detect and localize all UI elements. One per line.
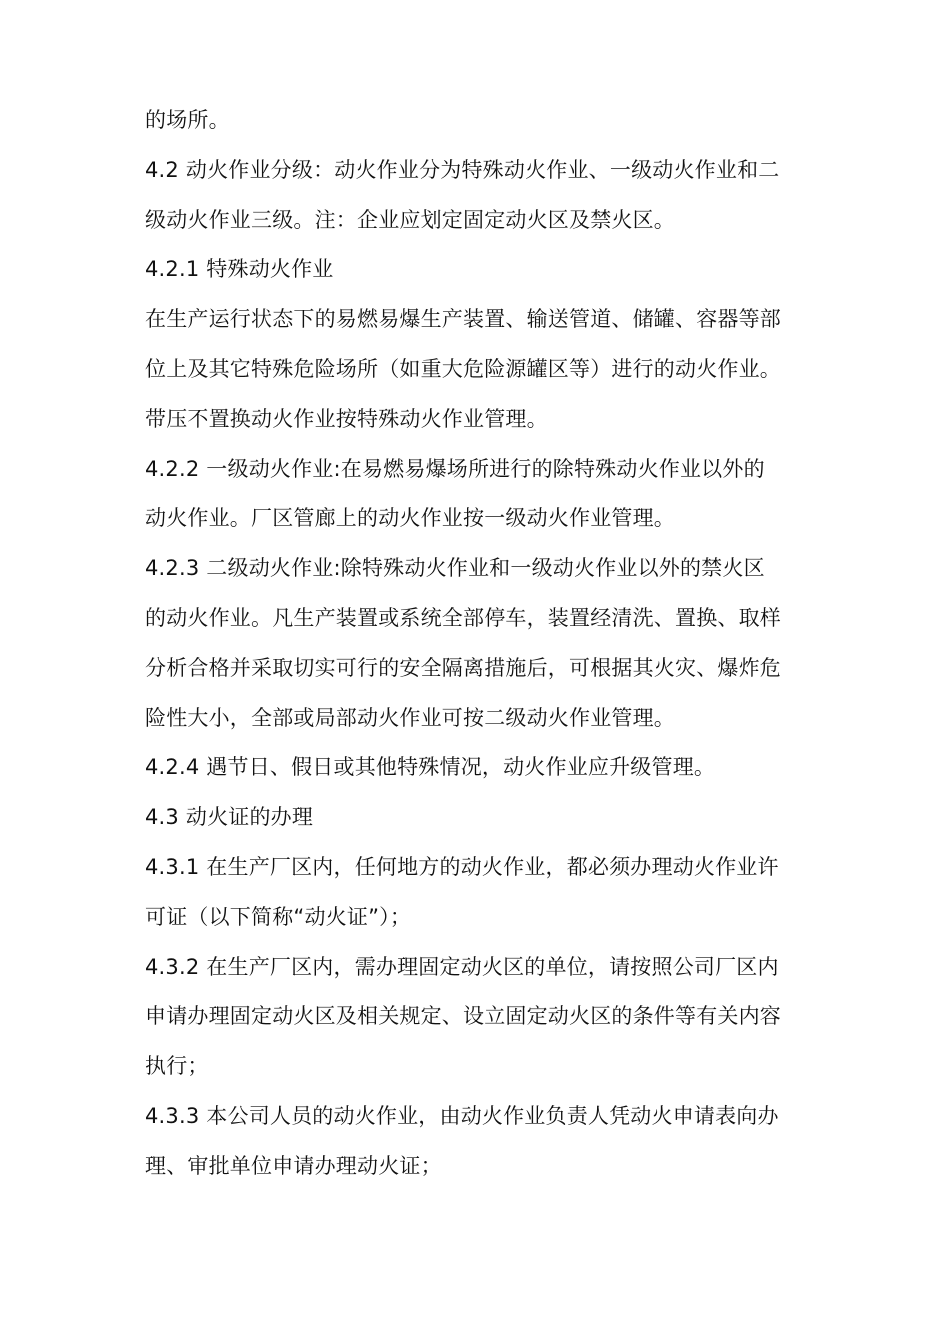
text-line: 理、审批单位申请办理动火证；	[145, 1153, 442, 1178]
section-4-3-2-line: 4.3.2 在生产厂区内，需办理固定动火区的单位，请按照公司厂区内	[145, 954, 779, 979]
text-line: 的动火作业。凡生产装置或系统全部停车，装置经清洗、置换、取样	[145, 605, 781, 630]
text-line: 申请办理固定动火区及相关规定、设立固定动火区的条件等有关内容	[145, 1004, 781, 1029]
text-line: 可证（以下简称“动火证”）；	[145, 904, 412, 929]
section-4-2-1-heading: 4.2.1 特殊动火作业	[145, 257, 334, 282]
document-body	[145, 96, 825, 1192]
text-line: 的场所。	[145, 108, 230, 132]
section-4-3-1-line: 4.3.1 在生产厂区内，任何地方的动火作业，都必须办理动火作业许	[145, 854, 779, 879]
text-line: 在生产运行状态下的易燃易爆生产装置、输送管道、储罐、容器等部	[145, 307, 781, 332]
section-4-2-3-line: 4.2.3 二级动火作业:除特殊动火作业和一级动火作业以外的禁火区	[145, 556, 765, 581]
text-line: 带压不置换动火作业按特殊动火作业管理。	[145, 406, 548, 431]
section-4-2-2-line: 4.2.2 一级动火作业:在易燃易爆场所进行的除特殊动火作业以外的	[145, 456, 765, 481]
section-4-3-3-line: 4.3.3 本公司人员的动火作业，由动火作业负责人凭动火申请表向办	[145, 1103, 779, 1128]
text-line: 级动火作业三级。注：企业应划定固定动火区及禁火区。	[145, 207, 675, 232]
text-line: 分析合格并采取切实可行的安全隔离措施后，可根据其火灾、爆炸危	[145, 655, 781, 680]
text-line: 险性大小，全部或局部动火作业可按二级动火作业管理。	[145, 705, 675, 730]
text-line: 执行；	[145, 1054, 209, 1079]
section-4-3-heading: 4.3 动火证的办理	[145, 805, 314, 830]
section-4-2-heading-line: 4.2 动火作业分级：动火作业分为特殊动火作业、一级动火作业和二	[145, 157, 780, 182]
text-line: 位上及其它特殊危险场所（如重大危险源罐区等）进行的动火作业。	[145, 356, 781, 381]
text-line: 动火作业。厂区管廊上的动火作业按一级动火作业管理。	[145, 506, 675, 531]
section-4-2-4-line: 4.2.4 遇节日、假日或其他特殊情况，动火作业应升级管理。	[145, 755, 716, 780]
